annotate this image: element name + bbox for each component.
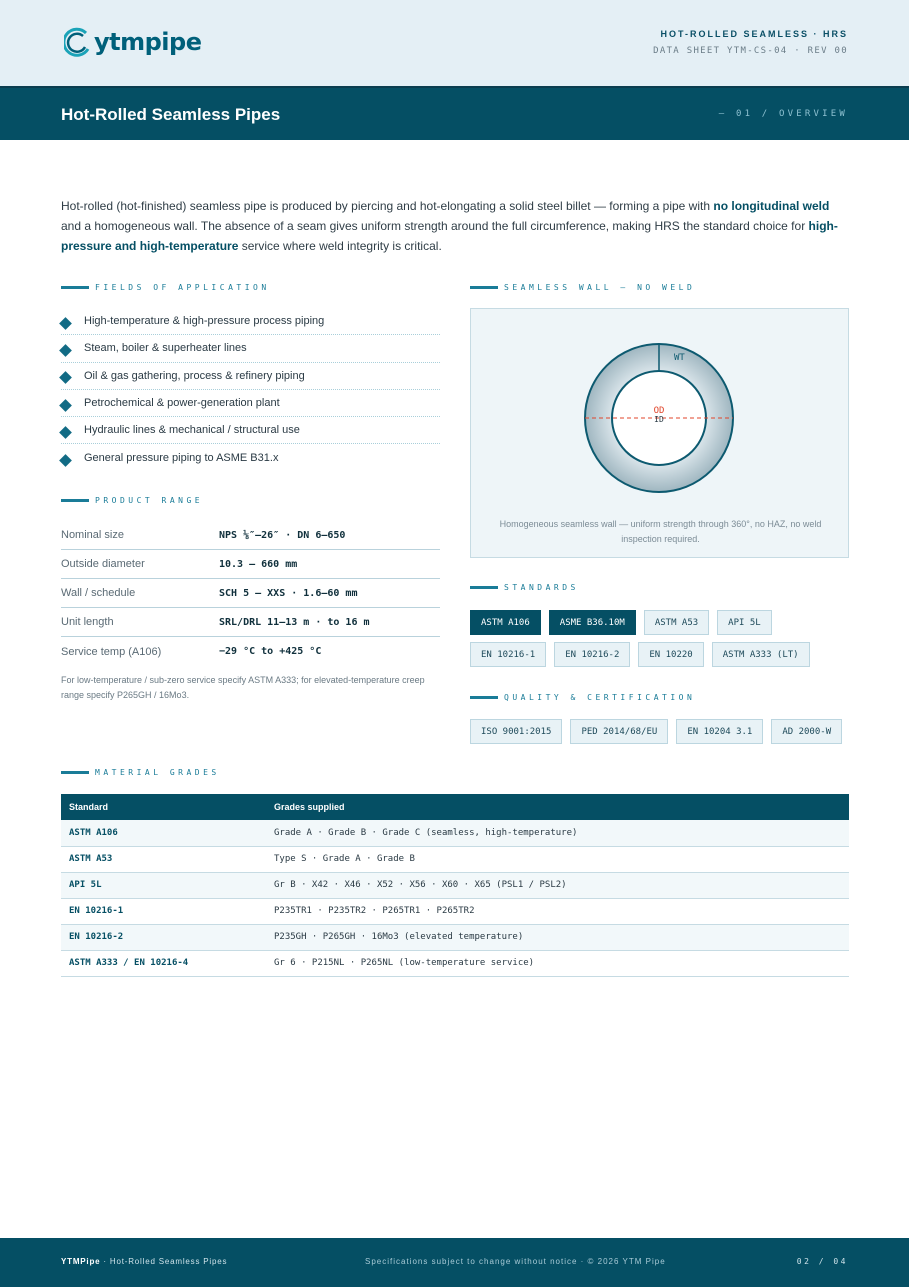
column-header-standard: Standard	[61, 794, 266, 820]
standards-heading	[470, 581, 579, 593]
table-row	[61, 872, 849, 898]
table-row	[61, 924, 849, 950]
heading-bar	[61, 771, 89, 774]
grades-cell: P235TR1 · P235TR2 · P265TR1 · P265TR2	[266, 898, 849, 924]
doc-reference: DATA SHEET YTM-CS-04 · REV 00	[653, 46, 848, 56]
table-row	[61, 637, 440, 666]
list-item	[61, 390, 440, 417]
diagram-caption: Homogeneous seamless wall — uniform strength through 360°, no HAZ, no weld inspection required.	[499, 519, 822, 544]
footer-notice: Specifications subject to change without notice · © 2026 YTM Pipe	[365, 1257, 666, 1266]
grades-heading-label: MATERIAL GRADES	[95, 767, 220, 777]
grades-cell: Gr 6 · P215NL · P265NL (low-temperature service)	[266, 950, 849, 976]
diamond-bullet-icon	[59, 344, 72, 357]
document-meta	[653, 29, 848, 56]
range-key: Unit length	[61, 616, 114, 628]
standards-chips	[470, 610, 860, 674]
footer-brand: YTMPipe	[61, 1257, 101, 1266]
wt-label: WT	[674, 353, 685, 363]
footer-doc-name: · Hot-Rolled Seamless Pipes	[100, 1257, 228, 1266]
applications-heading	[61, 281, 270, 293]
heading-bar	[470, 286, 498, 289]
page-footer	[0, 1238, 909, 1287]
range-value: −29 °C to +425 °C	[219, 646, 322, 657]
diagram-heading-label: SEAMLESS WALL — NO WELD	[504, 282, 696, 292]
company-logo	[64, 22, 202, 62]
table-row	[61, 950, 849, 976]
intro-text-3: service where weld integrity is critical.	[238, 239, 442, 253]
page-title: Hot-Rolled Seamless Pipes	[61, 105, 281, 124]
standard-chip: ASTM A53	[644, 610, 709, 635]
standard-chip: EN 10220	[638, 642, 703, 667]
diamond-bullet-icon	[59, 426, 72, 439]
product-range-heading-label: PRODUCT RANGE	[95, 495, 204, 505]
table-row	[61, 521, 440, 550]
standard-cell: ASTM A333 / EN 10216-4	[61, 950, 266, 976]
standard-cell: ASTM A106	[61, 820, 266, 846]
quality-heading-label: QUALITY & CERTIFICATION	[504, 692, 696, 702]
product-range-heading	[61, 494, 203, 506]
applications-heading-label: FIELDS OF APPLICATION	[95, 282, 270, 292]
standard-cell: EN 10216-2	[61, 924, 266, 950]
standard-chip: EN 10216-1	[470, 642, 546, 667]
standard-chip: ASTM A333 (LT)	[712, 642, 810, 667]
table-header-row	[61, 794, 849, 820]
intro-bold-1: no longitudinal weld	[713, 199, 830, 213]
range-value: NPS ⅛″–26″ · DN 6–650	[219, 529, 346, 541]
heading-bar	[61, 286, 89, 289]
list-item-label: High-temperature & high-pressure process piping	[84, 315, 325, 328]
range-key: Service temp (A106)	[61, 645, 162, 658]
standard-cell: ASTM A53	[61, 846, 266, 872]
list-item-label: Oil & gas gathering, process & refinery piping	[84, 369, 305, 382]
pipe-cross-section-panel	[470, 308, 849, 558]
intro-paragraph	[61, 196, 851, 256]
range-value: SCH 5 – XXS · 1.6–60 mm	[219, 587, 358, 599]
list-item-label: Hydraulic lines & mechanical / structural use	[84, 424, 300, 437]
range-note: For low-temperature / sub-zero service specify ASTM A333; for elevated-temperature creep range specify P265GH / 16Mo3.	[61, 675, 425, 700]
standard-chip: ASTM A106	[470, 610, 541, 635]
grades-cell: Grade A · Grade B · Grade C (seamless, high-temperature)	[266, 820, 849, 846]
certification-chip: EN 10204 3.1	[676, 719, 763, 744]
list-item	[61, 308, 440, 335]
diamond-bullet-icon	[59, 371, 72, 384]
standard-chip: ASME B36.10M	[549, 610, 636, 635]
logo-swirl-icon	[64, 25, 92, 59]
list-item	[61, 363, 440, 390]
column-header-grades: Grades supplied	[266, 794, 849, 820]
title-band	[0, 86, 909, 140]
list-item-label: Petrochemical & power-generation plant	[84, 397, 280, 410]
heading-bar	[470, 586, 498, 589]
diamond-bullet-icon	[59, 454, 72, 467]
certification-chip: ISO 9001:2015	[470, 719, 562, 744]
standard-cell: EN 10216-1	[61, 898, 266, 924]
applications-list	[61, 308, 440, 472]
id-label: ID	[654, 415, 664, 424]
material-grades-table	[61, 794, 849, 977]
logo-text: ytmpipe	[94, 28, 202, 56]
quality-heading	[470, 691, 695, 703]
list-item	[61, 417, 440, 444]
grades-cell: Type S · Grade A · Grade B	[266, 846, 849, 872]
page-header	[0, 0, 909, 86]
intro-text-1: Hot-rolled (hot-finished) seamless pipe is produced by piercing and hot-elongating a solid steel billet — forming a pipe with	[61, 199, 714, 213]
diagram-heading	[470, 281, 695, 293]
standard-chip: API 5L	[717, 610, 772, 635]
certification-chip: PED 2014/68/EU	[570, 719, 668, 744]
page-number: 02 / 04	[796, 1257, 848, 1266]
table-row	[61, 898, 849, 924]
list-item-label: General pressure piping to ASME B31.x	[84, 452, 279, 465]
table-row	[61, 820, 849, 846]
product-range-table	[61, 521, 440, 666]
grades-heading	[61, 766, 220, 778]
range-value: SRL/DRL 11–13 m · to 16 m	[219, 616, 370, 628]
table-row	[61, 550, 440, 579]
grades-cell: Gr B · X42 · X46 · X52 · X56 · X60 · X65 (PSL1 / PSL2)	[266, 872, 849, 898]
range-key: Outside diameter	[61, 558, 145, 570]
standard-cell: API 5L	[61, 872, 266, 898]
standards-heading-label: STANDARDS	[504, 582, 579, 592]
table-row	[61, 846, 849, 872]
standard-chip: EN 10216-2	[554, 642, 630, 667]
table-row	[61, 579, 440, 608]
doc-kicker: HOT-ROLLED SEAMLESS · HRS	[660, 29, 848, 39]
quality-chips	[470, 719, 860, 751]
diamond-bullet-icon	[59, 399, 72, 412]
range-value: 10.3 – 660 mm	[219, 558, 298, 570]
heading-bar	[61, 499, 89, 502]
table-row	[61, 608, 440, 637]
certification-chip: AD 2000-W	[771, 719, 842, 744]
section-tag: — 01 / OVERVIEW	[718, 109, 848, 119]
intro-text-2: and a homogeneous wall. The absence of a seam gives uniform strength around the full circumference, making HRS the standard choice for	[61, 219, 809, 233]
list-item	[61, 444, 440, 471]
heading-bar	[470, 696, 498, 699]
od-label: OD	[653, 406, 665, 416]
range-key: Wall / schedule	[61, 587, 136, 599]
intro-bold-2: high-pressure and high-temperature	[61, 219, 838, 253]
grades-cell: P235GH · P265GH · 16Mo3 (elevated temperature)	[266, 924, 849, 950]
diamond-bullet-icon	[59, 317, 72, 330]
list-item	[61, 335, 440, 362]
range-key: Nominal size	[61, 529, 124, 541]
list-item-label: Steam, boiler & superheater lines	[84, 342, 247, 355]
footer-doc-title	[61, 1257, 227, 1266]
